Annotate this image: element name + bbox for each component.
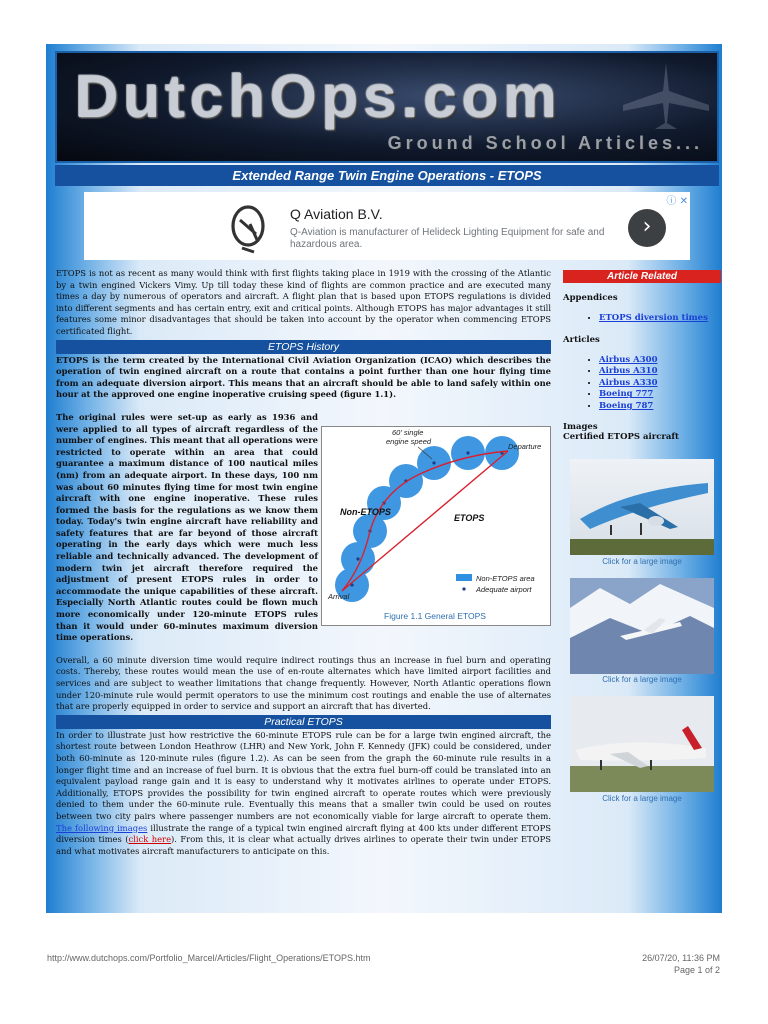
footer-page-number: Page 1 of 2: [673, 965, 720, 975]
practical-text-a: In order to illustrate just how restrictive the 60-minute ETOPS rule can be for a large twin engined aircraft, the shortest route between London Heathrow (LHR) and New York, John F. Kennedy (JFK) could be considered, under both 60-minute as 120-minute rules (figure 1.2). As can be seen from the graph the 60-minute rule results in a longer flight time and an increase of fuel burn. It is obvious that the extra fuel burn-off could be translated into an equivalent payload range gain and it is easy to understand why it motivates airlines to operate under ETOPS. Additionally, ETOPS provides the possibility for twin engined aircraft to operate routes which were previously denied to them under the 60-minute rule. Eventually this means that a smaller twin could be used on routes between two city pairs where passenger numbers are not economically viable for large aircraft to operate them.: [56, 729, 551, 821]
legend-area-swatch: [456, 574, 472, 581]
article-item-a330[interactable]: [599, 378, 721, 390]
ad-banner[interactable]: [84, 192, 690, 260]
appendix-link[interactable]: ETOPS diversion times: [599, 313, 708, 323]
article-link[interactable]: Airbus A300: [599, 354, 658, 365]
sidebar: [563, 270, 721, 442]
adequate-airport-dot: [356, 557, 359, 560]
image-caption-1[interactable]: Click for a large image: [602, 557, 682, 566]
history-paragraph-2: The original rules were set-up as early as 1936 and were applied to all types of aircraft regardless of the number of engines. This meant that all operations were restricted to operate within an area that could guarantee a maximum distance of 100 nautical miles (nm) from an adequate airport. In these days, 100 nm was about 60 minutes flying time for most twin engine aircraft with one engine inoperative. These rules formed the basis for the regulations as we know them today. Today's twin engine aircraft have reliability and safety features that are far beyond of those aircraft operating in the early days which were much less reliable and technically advanced. The development of modern twin jet aircraft therefore required the adjustment of present ETOPS rules in order to accommodate the unique capabilities of these aircraft. Especially North Atlantic routes could be flown much more economically under 120-minute ETOPS rules than it would under 60-minutes maximum diversion time operations.: [56, 411, 318, 643]
image-caption-2[interactable]: Click for a large image: [602, 675, 682, 684]
site-banner[interactable]: [55, 51, 719, 163]
info-icon[interactable]: ⓘ: [666, 196, 677, 207]
aircraft-image-1[interactable]: [570, 459, 714, 555]
practical-text-b: illustrate the range of a typical twin engined aircraft flying at 400 kts under different ETOPS diversion times (: [56, 822, 551, 845]
image-caption-3[interactable]: Click for a large image: [602, 794, 682, 803]
label-speed-2: engine speed: [386, 437, 432, 446]
etops-diagram-svg: [322, 427, 550, 607]
figure-etops-diagram: [321, 426, 551, 626]
label-arrival: Arrival: [328, 592, 350, 601]
ad-choices[interactable]: [666, 192, 688, 207]
appendices-label: Appendices: [563, 293, 618, 303]
article-link[interactable]: Airbus A310: [599, 366, 658, 377]
history-paragraph-3: Overall, a 60 minute diversion time would require indirect routings thus an increase in fuel burn and operating costs. Thereby, these routes would mean the use of en-route alternates which have limited airport facilities and services and are subject to weather limitations that change frequently. However, North Atlantic operations flown under 120-minute rule would permit operators to use the minimum cost routings and enable the use of alternates that are properly equipped in order to service and support an aircraft that has diverted.: [56, 654, 551, 712]
adequate-airport-dot: [466, 451, 469, 454]
article-item-777[interactable]: [599, 389, 721, 401]
article-link[interactable]: Boeing 787: [599, 400, 654, 411]
legend-airport-dot: [462, 587, 465, 590]
intro-paragraph: ETOPS is not as recent as many would think with first flights taking place in 1919 with the crossing of the Atlantic by a twin engined Vickers Vimy. Up till today these kind of flights are common practice and are executed many times a day by numerous of operators and aircraft. A flight plan that is based upon ETOPS regulations is divided into different segments and has certain entry, exit and critical points. Although ETOPS has major advantages it still features some minor disadvantages that should be taken into account by the operator when commencing ETOPS certificated flight.: [56, 268, 551, 336]
articles-label: Articles: [563, 334, 600, 345]
site-tagline: Ground School Articles...: [387, 133, 703, 153]
appendices-list: [563, 313, 721, 325]
sidebar-heading: Article Related: [563, 270, 721, 283]
following-images-link[interactable]: The following images: [56, 822, 148, 833]
images-label: Images: [563, 421, 598, 432]
aircraft-image-2[interactable]: [570, 578, 714, 674]
footer-date: 26/07/20, 11:36 PM: [642, 953, 720, 963]
plane-silhouette-icon: [621, 61, 711, 131]
label-nonetops: Non-ETOPS: [340, 507, 391, 517]
article-item-787[interactable]: [599, 401, 721, 413]
click-here-link[interactable]: click here: [128, 834, 172, 845]
label-speed-1: 60' single: [392, 428, 424, 437]
practical-text-c: ). From this, it is clear what actually drives airlines to operate their twin under ETOPS and what motivates aircraft manufacturers to anticipate on this.: [56, 834, 551, 856]
ad-description: Q-Aviation is manufacturer of Helideck Lighting Equipment for safe and hazardous area.: [290, 227, 605, 250]
ad-title[interactable]: Q Aviation B.V.: [290, 206, 383, 222]
figure-caption: Figure 1.1 General ETOPS: [384, 611, 486, 621]
section-heading-practical: Practical ETOPS: [56, 715, 551, 729]
footer-url: http://www.dutchops.com/Portfolio_Marcel/Articles/Flight_Operations/ETOPS.htm: [47, 953, 371, 963]
articles-list: [563, 355, 721, 413]
close-icon[interactable]: ✕: [679, 196, 688, 207]
article-link[interactable]: Airbus A330: [599, 377, 658, 388]
legend-airport-label: Adequate airport: [476, 585, 532, 594]
legend-area-label: Non-ETOPS area: [476, 574, 535, 583]
q-aviation-logo: [228, 204, 268, 254]
appendix-item[interactable]: [599, 313, 721, 325]
page-title: Extended Range Twin Engine Operations - ETOPS: [55, 165, 719, 186]
history-paragraph-1: ETOPS is the term created by the International Civil Aviation Organization (ICAO) which describes the operation of twin engined aircraft on a route that contains a point further than one hour flying time from an adequate diversion airport. This means that an aircraft should be able to land safely within one hour at the approved one engine inoperative cruising speed (figure 1.1).: [56, 354, 551, 400]
article-item-a300[interactable]: [599, 355, 721, 367]
site-logo: DutchOps.com: [75, 63, 562, 130]
section-heading-history: ETOPS History: [56, 340, 551, 354]
label-etops: ETOPS: [454, 513, 485, 523]
ad-arrow-button[interactable]: ›: [628, 209, 666, 247]
article-item-a310[interactable]: [599, 366, 721, 378]
practical-paragraph: [56, 730, 551, 858]
images-sublabel: Certified ETOPS aircraft: [563, 431, 679, 442]
article-link[interactable]: Boeing 777: [599, 389, 654, 400]
label-departure: Departure: [508, 442, 542, 451]
adequate-airport-dot: [432, 461, 435, 464]
aircraft-image-3[interactable]: [570, 696, 714, 792]
